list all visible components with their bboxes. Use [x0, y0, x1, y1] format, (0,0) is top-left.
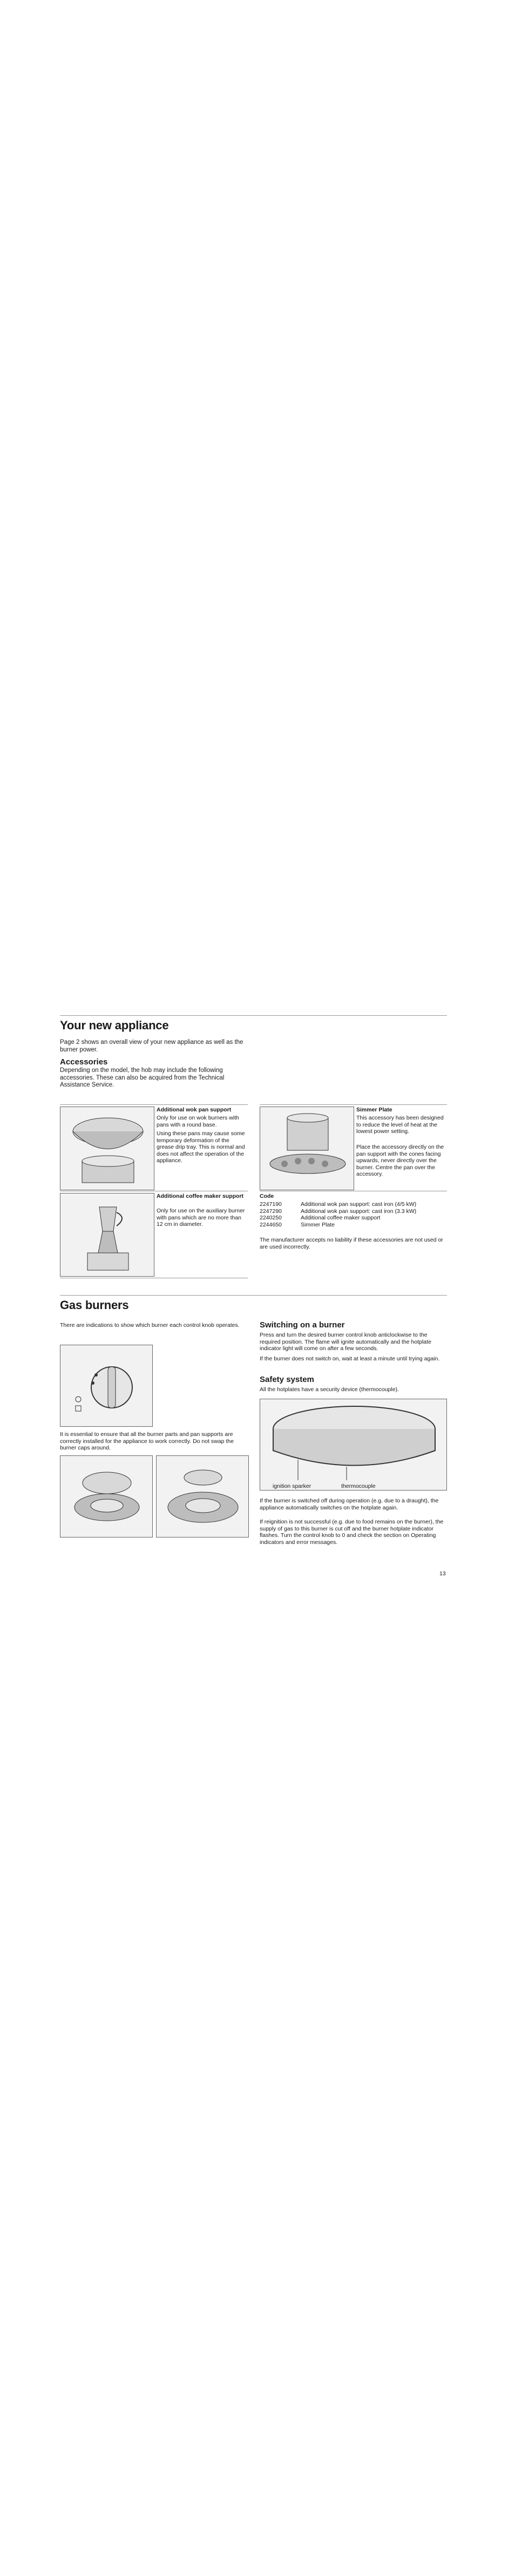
- code-value: 2244650: [260, 1221, 282, 1228]
- safety-text-3: If reignition is not successful (e.g. due to food remains on the burner), the supply of gas to this burner is cut off and the burner hotplate indicator flashes. Turn the control knob to 0 and check the section on Operating indicators and error messages.: [260, 1519, 444, 1546]
- code-row: [260, 1215, 447, 1222]
- code-table: [260, 1201, 447, 1228]
- liability-text: The manufacturer accepts no liability if these accessories are not used or are used incorrectly.: [260, 1237, 443, 1250]
- burner-image-2: [156, 1455, 249, 1537]
- gas-top-rule: [60, 1295, 447, 1296]
- switching-text-2: If the burner does not switch on, wait at least a minute until trying again.: [260, 1356, 440, 1362]
- code-row: [260, 1208, 447, 1215]
- gas-intro: There are indications to show which burner each control knob operates.: [60, 1322, 240, 1329]
- safety-text-1: All the hotplates have a security device (thermocouple).: [260, 1386, 399, 1393]
- simmer-text-1: This accessory has been designed to reduce the level of heat at the lowest power setting.: [356, 1115, 444, 1135]
- appliance-intro: Page 2 shows an overall view of your new appliance as well as the burner power.: [60, 1039, 243, 1053]
- code-row: [260, 1201, 447, 1208]
- code-row: [260, 1222, 447, 1229]
- simmer-title: Simmer Plate: [356, 1107, 392, 1113]
- section-title-gas: Gas burners: [60, 1298, 129, 1312]
- knob-illustration: [60, 1345, 153, 1427]
- thermocouple-image: [260, 1399, 447, 1491]
- burner-image-1: [60, 1455, 153, 1537]
- coffee-support-image: [60, 1193, 154, 1277]
- code-value: 2240250: [260, 1215, 282, 1221]
- safety-heading: Safety system: [260, 1375, 314, 1384]
- accessories-intro: Depending on the model, the hob may include the following accessories. These can also be acquired from the Technical Assistance Service.: [60, 1067, 225, 1088]
- code-desc: Simmer Plate: [301, 1221, 335, 1228]
- wok-rule: [60, 1104, 248, 1105]
- simmer-plate-image: [260, 1107, 354, 1190]
- burner-illustration-1: [60, 1456, 153, 1537]
- section-title-appliance: Your new appliance: [60, 1019, 169, 1032]
- accessories-heading: Accessories: [60, 1057, 108, 1067]
- safety-text-2: If the burner is switched off during operation (e.g. due to a draught), the appliance automatically switches on the hotplate again.: [260, 1498, 439, 1511]
- wok-illustration: [60, 1107, 154, 1190]
- code-heading: Code: [260, 1193, 274, 1199]
- coffee-text-1: Only for use on the auxiliary burner with pans which are no more than 12 cm in diameter.: [157, 1208, 245, 1228]
- wok-title: Additional wok pan support: [157, 1107, 232, 1113]
- code-desc: Additional coffee maker support: [301, 1215, 381, 1221]
- switching-text-1: Press and turn the desired burner control knob anticlockwise to the required position. The flame will ignite automatically and the hotplate indicator light will come on after a few seconds.: [260, 1332, 431, 1352]
- coffee-illustration: [60, 1193, 154, 1277]
- wok-text-2: Using these pans may cause some temporary deformation of the grease drip tray. This is normal and does not affect the operation of the appliance.: [157, 1130, 245, 1164]
- wok-text-1: Only for use on wok burners with pans with a round base.: [157, 1115, 239, 1128]
- top-rule: [60, 1015, 447, 1016]
- burner-parts-text: It is essential to ensure that all the burner parts and pan supports are correctly installed for the appliance to work correctly. Do not swap the burner caps around.: [60, 1431, 234, 1451]
- switching-heading: Switching on a burner: [260, 1320, 345, 1330]
- wok-support-image: [60, 1107, 154, 1190]
- thermocouple-label: thermocouple: [341, 1483, 376, 1489]
- page-number: 13: [439, 1570, 446, 1577]
- simmer-text-2: Place the accessory directly on the pan support with the cones facing upwards, never directly over the burner. Centre the pan over the accessory.: [356, 1144, 444, 1177]
- simmer-rule: [260, 1104, 447, 1105]
- coffee-title: Additional coffee maker support: [157, 1193, 244, 1199]
- control-knob-image: [60, 1345, 153, 1427]
- code-desc: Additional wok pan support: cast iron (4/5 kW): [301, 1201, 417, 1208]
- code-value: 2247290: [260, 1208, 282, 1215]
- burner-illustration-2: [157, 1456, 249, 1537]
- ignition-sparker-label: ignition sparker: [273, 1483, 311, 1489]
- code-value: 2247190: [260, 1201, 282, 1208]
- code-desc: Additional wok pan support: cast iron (3.3 kW): [301, 1208, 417, 1215]
- thermocouple-illustration: [260, 1399, 447, 1491]
- simmer-illustration: [260, 1107, 354, 1190]
